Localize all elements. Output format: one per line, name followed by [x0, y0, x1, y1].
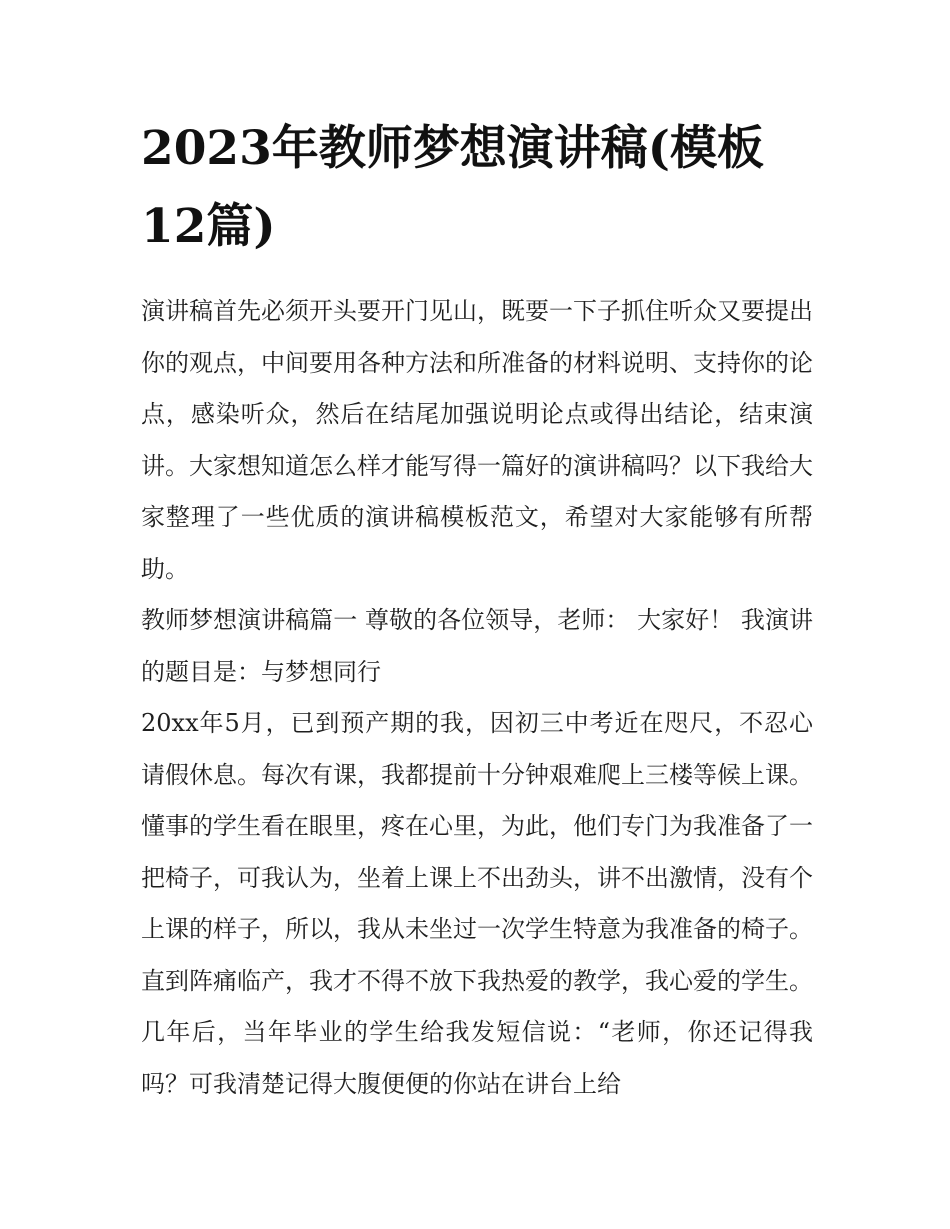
document-title: 2023年教师梦想演讲稿(模板12篇): [141, 121, 765, 254]
section-heading-paragraph: 教师梦想演讲稿篇一 尊敬的各位领导，老师： 大家好！ 我演讲的题目是：与梦想同行: [141, 606, 813, 686]
document-body: [141, 110, 813, 1110]
intro-paragraph: 演讲稿首先必须开头要开门见山，既要一下子抓住听众又要提出你的观点，中间要用各种方法和所准备的材料说明、支持你的论点，感染听众，然后在结尾加强说明论点或得出结论，结束演讲。大家想知道怎么样才能写得一篇好的演讲稿吗？以下我给大家整理了一些优质的演讲稿模板范文，希望对大家能够有所帮助。: [141, 297, 813, 583]
story-paragraph: 20xx年5月，已到预产期的我，因初三中考近在咫尺，不忍心请假休息。每次有课，我都提前十分钟艰难爬上三楼等候上课。懂事的学生看在眼里，疼在心里，为此，他们专门为我准备了一把椅子，可我认为，坐着上课上不出劲头，讲不出激情，没有个上课的样子，所以，我从未坐过一次学生特意为我准备的椅子。直到阵痛临产，我才不得不放下我热爱的教学，我心爱的学生。几年后，当年毕业的学生给我发短信说：“老师，你还记得我吗？可我清楚记得大腹便便的你站在讲台上给: [141, 709, 813, 1098]
